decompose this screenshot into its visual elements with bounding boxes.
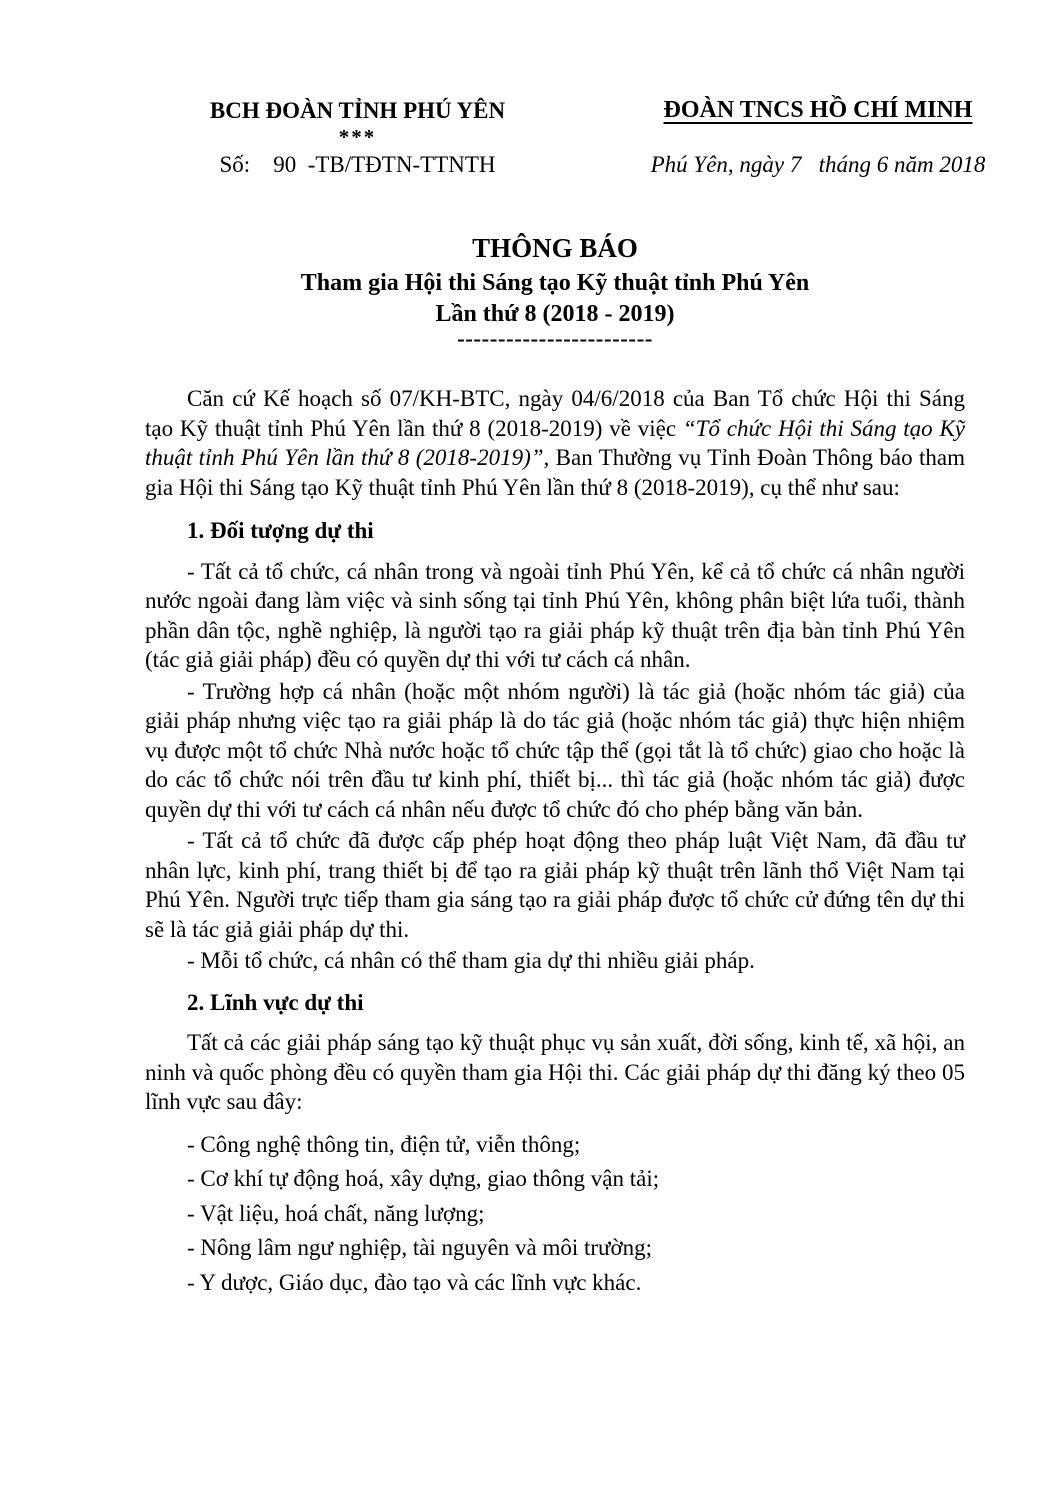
header-issuer-block	[175, 96, 540, 180]
field-item-2: - Cơ khí tự động hoá, xây dựng, giao thông vận tải;	[187, 1166, 660, 1191]
national-org-name: ĐOÀN TNCS HỒ CHÍ MINH	[663, 97, 973, 123]
intro-paragraph	[145, 384, 965, 502]
title-separator: ------------------------	[457, 326, 653, 351]
section1-heading: 1. Đối tượng dự thi	[187, 518, 374, 543]
field-item-1: - Công nghệ thông tin, điện tử, viễn thông;	[187, 1131, 581, 1157]
document-body	[145, 384, 965, 1297]
section1-paragraph-3: - Tất cả tổ chức đã được cấp phép hoạt động theo pháp luật Việt Nam, đã đầu tư nhân lực, kinh phí, trang thiết bị để tạo ra giải pháp kỹ thuật trên lãnh thổ Việt Nam tại Phú Yên. Người trực tiếp tham gia sáng tạo ra giải pháp được tổ chức cử đứng tên dự thi sẽ là tác giả giải pháp dự thi.	[145, 828, 965, 942]
stars-separator: ***	[338, 125, 377, 149]
intro-text-1: Căn cứ Kế hoạch số 07/KH-BTC, ngày 04/6/2018 của Ban Tổ chức Hội thi Sáng tạo Kỹ thuật tỉnh Phú Yên lần thứ 8 (2018-2019) về việc	[145, 386, 965, 441]
field-item-5: - Y dược, Giáo dục, đào tạo và các lĩnh vực khác.	[187, 1269, 642, 1295]
section2-heading: 2. Lĩnh vực dự thi	[187, 989, 364, 1015]
header-national-block	[628, 96, 1008, 180]
section1-paragraph-1: - Tất cả tổ chức, cá nhân trong và ngoài tỉnh Phú Yên, kể cả tổ chức cá nhân người nước ngoài đang làm việc và sinh sống tại tỉnh Phú Yên, không phân biệt lứa tuổi, thành phần dân tộc, nghề nghiệp, là người tạo ra giải pháp kỹ thuật trên địa bàn tỉnh Phú Yên (tác giả giải pháp) đều có quyền dự thi với tư cách cá nhân.	[145, 558, 965, 672]
field-item-4: - Nông lâm ngư nghiệp, tài nguyên và môi trường;	[187, 1235, 653, 1260]
document-subtitle: Tham gia Hội thi Sáng tạo Kỹ thuật tỉnh Phú Yên	[300, 270, 810, 296]
document-edition: Lần thứ 8 (2018 - 2019)	[435, 301, 675, 327]
place-date-line: Phú Yên, ngày 7 tháng 6 năm 2018	[650, 152, 986, 177]
issuer-org-name: BCH ĐOÀN TỈNH PHÚ YÊN	[209, 98, 506, 123]
document-title: THÔNG BÁO	[472, 233, 638, 263]
intro-text-2: Ban Thường vụ Tỉnh Đoàn Thông báo tham gia Hội thi Sáng tạo Kỹ thuật tỉnh Phú Yên lần thứ 8 (2018-2019), cụ thể như sau:	[145, 445, 965, 500]
intro-quote-italic: “Tổ chức Hội thi Sáng tạo Kỹ thuật tỉnh Phú Yên lần thứ 8 (2018-2019)”,	[145, 415, 966, 470]
field-item-3: - Vật liệu, hoá chất, năng lượng;	[187, 1200, 485, 1226]
section1-paragraph-4: - Mỗi tổ chức, cá nhân có thể tham gia dự thi nhiều giải pháp.	[187, 948, 755, 973]
title-block	[145, 230, 965, 351]
contest-fields-list	[145, 1130, 965, 1298]
section2-intro-paragraph: Tất cả các giải pháp sáng tạo kỹ thuật phục vụ sản xuất, đời sống, kinh tế, xã hội, an ninh và quốc phòng đều có quyền tham gia Hội thi. Các giải pháp dự thi đăng ký theo 05 lĩnh vực sau đây:	[145, 1030, 965, 1114]
section1-paragraph-2: - Trường hợp cá nhân (hoặc một nhóm người) là tác giả (hoặc nhóm tác giả) của giải pháp nhưng việc tạo ra giải pháp là do tác giả (hoặc nhóm tác giả) thực hiện nhiệm vụ được một tổ chức Nhà nước hoặc tổ chức tập thể (gọi tắt là tổ chức) giao cho hoặc là do các tổ chức nói trên đầu tư kinh phí, thiết bị... thì tác giả (hoặc nhóm tác giả) được quyền dự thi với tư cách cá nhân nếu được tổ chức đó cho phép bằng văn bản.	[145, 678, 965, 822]
document-number: Số: 90 -TB/TĐTN-TTNTH	[219, 152, 496, 177]
